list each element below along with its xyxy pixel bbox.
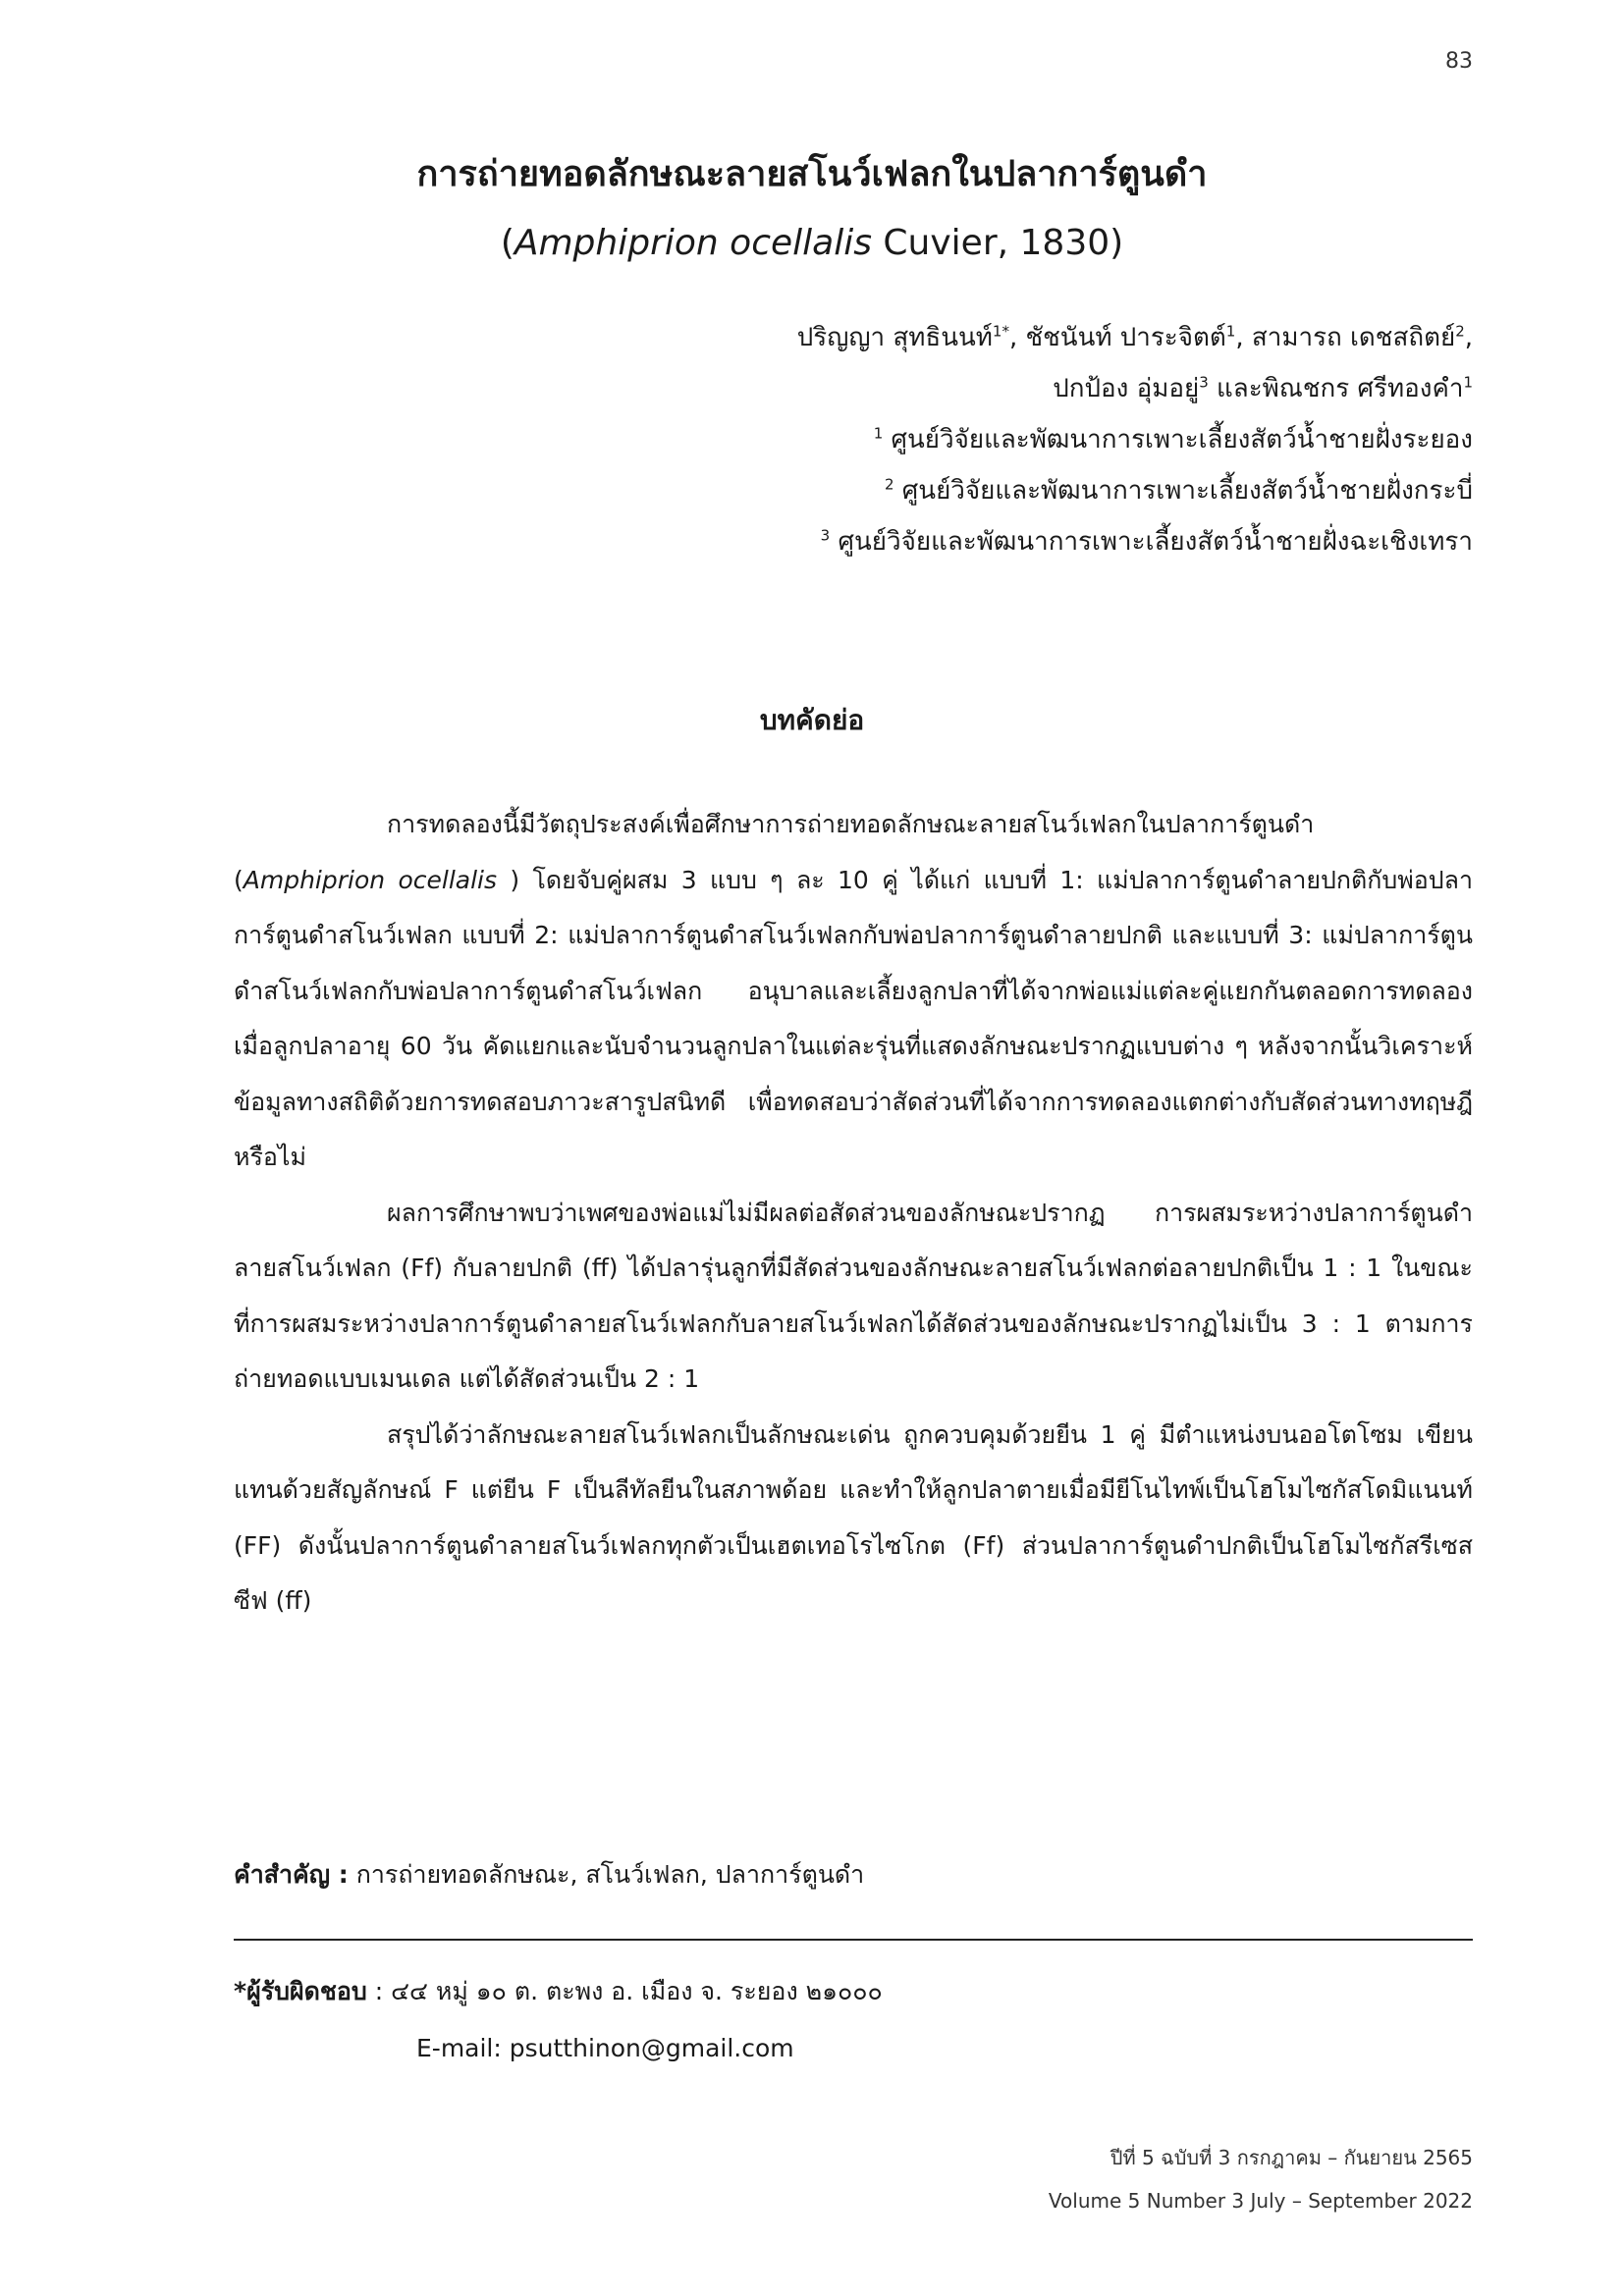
author-5-marker: 1	[1463, 373, 1473, 392]
author-line-2	[393, 363, 1473, 414]
paper-title-thai: การถ่ายทอดลักษณะลายสโนว์เฟลกในปลาการ์ตูนดำ	[416, 154, 1208, 194]
author-2-marker: 1	[1225, 322, 1236, 341]
author-2: , ชัชนันท์ ปาระจิตต์	[1008, 323, 1226, 352]
abstract-paragraph-3: สรุปได้ว่าลักษณะลายสโนว์เฟลกเป็นลักษณะเด่น ถูกควบคุมด้วยยีน 1 คู่ มีตำแหน่งบนออโตโซม เขียนแทนด้วยสัญลักษณ์ F แต่ยีน F เป็นลีทัลยีนในสภาพด้อย และทำให้ลูกปลาตายเมื่อมียีโนไทพ์เป็นโฮโมไซกัสโดมิแนนท์ (FF) ดังนั้นปลาการ์ตูนดำลายสโนว์เฟลกทุกตัวเป็นเฮตเทอโรไซโกต (Ff) ส่วนปลาการ์ตูนดำปกติเป็นโฮโมไซกัสรีเซสซีฟ (ff)	[234, 1419, 1473, 1615]
authors-block	[393, 312, 1473, 567]
author-3: , สามารถ เดชสถิตย์	[1235, 323, 1456, 352]
affiliation-1-number: 1	[873, 424, 884, 443]
contact-address-line	[234, 1963, 1473, 2020]
author-4-marker: 3	[1199, 373, 1209, 392]
abstract-heading: บทคัดย่อ	[759, 704, 865, 736]
affiliation-3-text: ศูนย์วิจัยและพัฒนาการเพาะเลี้ยงสัตว์น้ำชายฝั่งฉะเชิงเทรา	[830, 527, 1473, 557]
affiliation-3	[393, 516, 1473, 567]
keywords	[234, 1853, 1473, 1896]
species-authority: Cuvier, 1830)	[871, 223, 1124, 263]
contact-email[interactable]: E-mail: psutthinon@gmail.com	[416, 2034, 794, 2062]
author-1-marker: 1*	[992, 322, 1009, 341]
paper-title-species	[0, 214, 1624, 273]
journal-footer	[1049, 2136, 1473, 2222]
affiliation-1-text: ศูนย์วิจัยและพัฒนาการเพาะเลี้ยงสัตว์น้ำชายฝั่งระยอง	[883, 425, 1473, 454]
contact-address: : ๔๔ หมู่ ๑๐ ต. ตะพง อ. เมือง จ. ระยอง ๒๑๐๐๐	[366, 1977, 883, 2005]
page-number: 83	[1445, 49, 1473, 74]
affiliation-2	[393, 465, 1473, 516]
footnote-divider	[234, 1939, 1473, 1941]
affiliation-2-number: 2	[884, 475, 894, 494]
keywords-label: คำสำคัญ :	[234, 1860, 349, 1889]
affiliation-1	[393, 414, 1473, 465]
abstract-paragraph-2: ผลการศึกษาพบว่าเพศของพ่อแม่ไม่มีผลต่อสัดส่วนของลักษณะปรากฏ การผสมระหว่างปลาการ์ตูนดำลายสโนว์เฟลก (Ff) กับลายปกติ (ff) ได้ปลารุ่นลูกที่มีสัดส่วนของลักษณะลายสโนว์เฟลกต่อลายปกติเป็น 1 : 1 ในขณะที่การผสมระหว่างปลาการ์ตูนดำลายสโนว์เฟลกกับลายสโนว์เฟลกได้สัดส่วนของลักษณะปรากฏไม่เป็น 3 : 1 ตามการถ่ายทอดแบบเมนเดล แต่ได้สัดส่วนเป็น 2 : 1	[234, 1198, 1473, 1393]
affiliation-2-text: ศูนย์วิจัยและพัฒนาการเพาะเลี้ยงสัตว์น้ำชายฝั่งกระบี่	[893, 476, 1473, 506]
author-5: และพิณชกร ศรีทองคำ	[1208, 374, 1464, 403]
affiliation-3-number: 3	[820, 526, 831, 545]
abstract-p1-start: การทดลองนี้มีวัตถุประสงค์เพื่อศึกษาการถ่ายทอดลักษณะลายสโนว์เฟลกในปลาการ์ตูนดำ (	[234, 810, 1315, 894]
footer-issue-thai: ปีที่ 5 ฉบับที่ 3 กรกฎาคม – กันยายน 2565	[1110, 2146, 1473, 2169]
abstract-species-name: Amphiprion ocellalis	[243, 865, 498, 894]
title-block	[0, 147, 1624, 273]
author-3-marker: 2	[1455, 322, 1465, 341]
author-line-1-end: ,	[1464, 323, 1473, 352]
contact-label: *ผู้รับผิดชอบ	[234, 1977, 367, 2005]
author-1: ปริญญา สุทธินนท์	[796, 323, 993, 352]
abstract-body	[234, 797, 1473, 1629]
author-line-1	[393, 312, 1473, 363]
author-4: ปกป้อง อุ่มอยู่	[1053, 374, 1200, 403]
keywords-text: การถ่ายทอดลักษณะ, สโนว์เฟลก, ปลาการ์ตูนดำ	[348, 1860, 865, 1889]
title-paren-open: (	[500, 223, 514, 263]
species-name: Amphiprion ocellalis	[514, 223, 872, 263]
abstract-p1-rest: ) โดยจับคู่ผสม 3 แบบ ๆ ละ 10 คู่ ได้แก่ แบบที่ 1: แม่ปลาการ์ตูนดำลายปกติกับพ่อปลาการ์ตูนดำสโนว์เฟลก แบบที่ 2: แม่ปลาการ์ตูนดำสโนว์เฟลกกับพ่อปลาการ์ตูนดำลายปกติ และแบบที่ 3: แม่ปลาการ์ตูนดำสโนว์เฟลกกับพ่อปลาการ์ตูนดำสโนว์เฟลก อนุบาลและเลี้ยงลูกปลาที่ได้จากพ่อแม่แต่ละคู่แยกกันตลอดการทดลอง เมื่อลูกปลาอายุ 60 วัน คัดแยกและนับจำนวนลูกปลาในแต่ละรุ่นที่แสดงลักษณะปรากฏแบบต่าง ๆ หลังจากนั้นวิเคราะห์ข้อมูลทางสถิติด้วยการทดสอบภาวะสารูปสนิทดี เพื่อทดสอบว่าสัดส่วนที่ได้จากการทดลองแตกต่างกับสัดส่วนทางทฤษฎีหรือไม่	[234, 865, 1473, 1171]
abstract-paragraph-1	[234, 797, 1473, 1186]
footer-issue-english: Volume 5 Number 3 July – September 2022	[1048, 2189, 1473, 2213]
corresponding-author	[234, 1963, 1473, 2077]
